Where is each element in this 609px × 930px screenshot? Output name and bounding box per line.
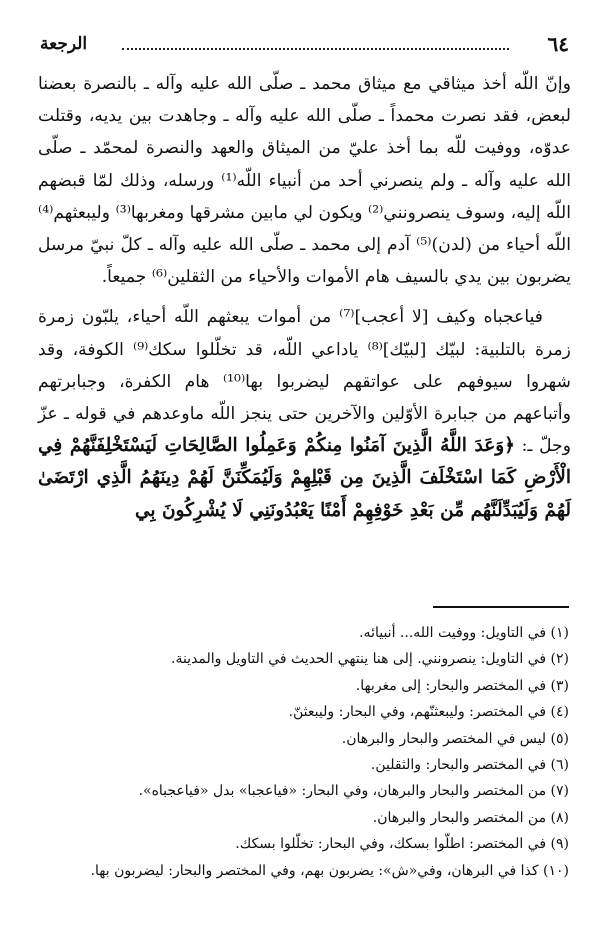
page-header bbox=[40, 30, 569, 60]
footnote-separator bbox=[433, 606, 569, 608]
paragraph-2-text: فياعجباه وكيف [لا أعجب]⁽⁷⁾ من أموات يبعثهم اللّه أحياء، يلبّون زمرة زمرة بالتلبية: لبيّك [لبيّك]⁽⁸⁾ ياداعي اللّه، قد تخلّلوا سكك⁽⁹⁾ الكوفة، وقد شهروا سيوفهم على عواتقهم ليضربوا بها⁽¹⁰⁾ هام الكفرة، وجبابرتهم وأتباعهم من جبابرة الأوّلين والآخرين حتى ينجز اللّه ماوعدهم في قوله ـ عزّ وجلّ ـ: bbox=[38, 307, 572, 457]
footnote-1: (١) في التاويل: ووفيت الله... أنبيائه. bbox=[359, 625, 569, 641]
paragraph-1: وإنّ اللّه أخذ ميثاقي مع ميثاق محمد ـ صلّى الله عليه وآله ـ بالنصرة بعضنا لبعض، فقد نصرت محمداً ـ صلّى الله عليه وآله ـ وجاهدت بين يديه، وقتلت عدوّه، ووفيت للّه بما أخذ عليّ من الميثاق والعهد والنصرة لمحمّد ـ صلّى الله عليه وآله ـ ولم ينصرني أحد من أنبياء اللّه⁽¹⁾ ورسله، وذلك لمّا قبضهم اللّه إليه، وسوف ينصرونني⁽²⁾ ويكون لي مابين مشرقها ومغربها⁽³⁾ وليبعثهم⁽⁴⁾ اللّه أحياء من (لدن)⁽⁵⁾ آدم إلى محمد ـ صلّى الله عليه وآله ـ كلّ نبيّ مرسل يضربون بين يدي بالسيف هام الأموات والأحياء من الثقلين⁽⁶⁾ جميعاً. bbox=[38, 74, 572, 288]
quran-verse: ﴿وَعَدَ اللَّهُ الَّذِينَ آمَنُوا مِنكُمْ وَعَمِلُوا الصَّالِحَاتِ لَيَسْتَخْلِفَنَّهُمْ فِي الْأَرْضِ كَمَا اسْتَخْلَفَ الَّذِينَ مِن قَبْلِهِمْ وَلَيُمَكِّنَنَّ لَهُمْ دِينَهُمُ الَّذِي ارْتَضَىٰ لَهُمْ وَلَيُبَدِّلَنَّهُم مِّن بَعْدِ خَوْفِهِمْ أَمْنًا يَعْبُدُونَنِي لَا يُشْرِكُونَ بِي bbox=[38, 435, 571, 521]
running-title: الرجعة bbox=[40, 34, 88, 54]
footnote-4: (٤) في المختصر: وليبعثنّهم، وفي البحار: وليبعثنّ. bbox=[288, 704, 569, 721]
footnote-7: (٧) من المختصر والبحار والبرهان، وفي البحار: «فياعجبا» بدل «فياعجباه». bbox=[138, 783, 569, 800]
footnotes bbox=[40, 620, 569, 884]
footnote-6: (٦) في المختصر والبحار: والثقلين. bbox=[370, 757, 569, 774]
footnote-2: (٢) في التاويل: ينصرونني. إلى هنا ينتهي الحديث في التاويل والمدينة. bbox=[171, 651, 569, 668]
paragraph-2 bbox=[38, 301, 571, 526]
footnote-8: (٨) من المختصر والبحار والبرهان. bbox=[372, 809, 569, 826]
footnote-9: (٩) في المختصر: اطلّوا بسكك، وفي البحار: تخلّلوا بسكك. bbox=[235, 836, 569, 853]
paragraph-gap bbox=[38, 293, 571, 301]
footnote-3: (٣) في المختصر والبحار: إلى مغربها. bbox=[355, 677, 569, 694]
header-dotted-rule bbox=[122, 48, 509, 50]
footnote-5: (٥) ليس في المختصر والبحار والبرهان. bbox=[341, 730, 569, 747]
footnote-10: (١٠) كذا في البرهان، وفي«ش»: يضربون بهم، وفي المختصر والبحار: ليضربون بها. bbox=[90, 862, 569, 879]
page-number: ٦٤ bbox=[547, 32, 569, 56]
main-text bbox=[38, 68, 571, 527]
